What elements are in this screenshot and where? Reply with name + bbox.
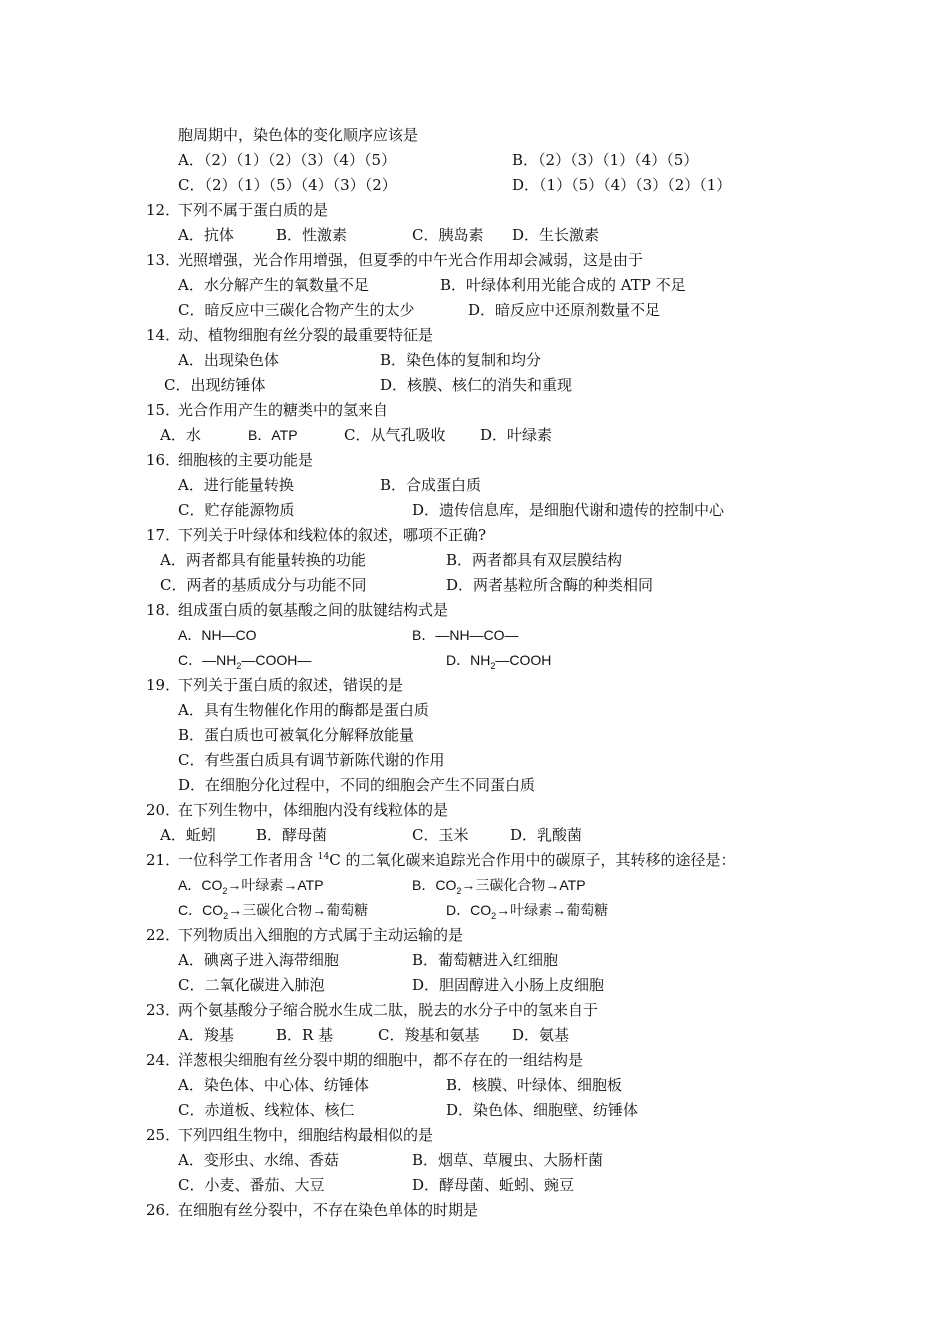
option-c: C．羧基和氨基 <box>378 1026 480 1044</box>
question-number: 13． <box>146 251 181 269</box>
question-16-options-1 <box>0 474 950 496</box>
option-c: C．胰岛素 <box>412 226 484 244</box>
option-a: A．NH—CO <box>178 627 257 643</box>
question-number: 17． <box>146 526 181 544</box>
option-a: A．抗体 <box>178 226 234 244</box>
question-14 <box>0 324 950 346</box>
option-b: B．两者都具有双层膜结构 <box>446 551 623 569</box>
option-d <box>446 899 608 921</box>
q11-option-a: A．（2）（1）（2）（3）（4）（5） <box>178 151 397 169</box>
option-a: A．水分解产生的氧数量不足 <box>178 276 369 294</box>
question-stem: 动、植物细胞有丝分裂的最重要特征是 <box>178 326 434 344</box>
option-c: C．赤道板、线粒体、核仁 <box>178 1101 355 1119</box>
option-d-tail: →叶绿素→葡萄糖 <box>496 902 609 918</box>
question-13-options-1 <box>0 274 950 296</box>
option-b: B．—NH—CO— <box>412 627 519 643</box>
subscript-2: 2 <box>222 885 228 896</box>
option-d-tail: —COOH <box>495 652 552 668</box>
option-d-head: D．CO <box>446 902 492 918</box>
question-18 <box>0 599 950 621</box>
option-d: D．两者基粒所含酶的种类相同 <box>446 576 654 594</box>
question-23 <box>0 999 950 1021</box>
option-d: D．染色体、细胞壁、纺锤体 <box>446 1101 639 1119</box>
option-b-head: B．CO <box>412 877 457 893</box>
question-25 <box>0 1124 950 1146</box>
question-20-options <box>0 824 950 846</box>
question-number: 14． <box>146 326 181 344</box>
option-d: D．胆固醇进入小肠上皮细胞 <box>412 976 605 994</box>
question-21 <box>0 849 950 871</box>
question-number: 22． <box>146 926 181 944</box>
question-stem: 洋葱根尖细胞有丝分裂中期的细胞中，都不存在的一组结构是 <box>178 1051 584 1069</box>
option-a-tail: →叶绿素→ATP <box>227 877 324 893</box>
question-24 <box>0 1049 950 1071</box>
question-number: 21． <box>146 851 181 869</box>
option-c: C．两者的基质成分与功能不同 <box>160 576 367 594</box>
question-17-options-2 <box>0 574 950 596</box>
question-24-options-1 <box>0 1074 950 1096</box>
subscript-2: 2 <box>491 910 497 921</box>
option-c: C．玉米 <box>412 826 469 844</box>
question-12 <box>0 199 950 221</box>
option-b-tail: →三碳化合物→ATP <box>461 877 586 893</box>
option-a: A．水 <box>160 426 201 444</box>
question-stem: 在细胞有丝分裂中，不存在染色单体的时期是 <box>178 1201 479 1219</box>
option-c: C．有些蛋白质具有调节新陈代谢的作用 <box>178 751 445 769</box>
question-22-options-1 <box>0 949 950 971</box>
option-c: C．从气孔吸收 <box>344 426 446 444</box>
option-a: A．蚯蚓 <box>160 826 216 844</box>
option-b: B．染色体的复制和均分 <box>380 351 542 369</box>
option-d: D．遗传信息库，是细胞代谢和遗传的控制中心 <box>412 501 725 519</box>
intro-text: 胞周期中，染色体的变化顺序应该是 <box>178 126 419 144</box>
option-b: B．烟草、草履虫、大肠杆菌 <box>412 1151 604 1169</box>
option-a: A．变形虫、水绵、香菇 <box>178 1151 339 1169</box>
question-24-options-2 <box>0 1099 950 1121</box>
option-c-tail: →三碳化合物→葡萄糖 <box>228 902 369 918</box>
question-number: 24． <box>146 1051 181 1069</box>
question-stem: 两个氨基酸分子缩合脱水生成二肽，脱去的水分子中的氢来自于 <box>178 1001 599 1019</box>
option-d: D．酵母菌、蚯蚓、豌豆 <box>412 1176 575 1194</box>
subscript-2: 2 <box>490 660 496 671</box>
superscript-14: 14 <box>317 852 330 862</box>
option-c-tail: —COOH— <box>241 652 312 668</box>
option-d: D．氨基 <box>512 1026 570 1044</box>
question-22-options-2 <box>0 974 950 996</box>
option-d: D．生长激素 <box>512 226 600 244</box>
option-a <box>178 874 324 896</box>
question-13 <box>0 249 950 271</box>
question-21-options-1 <box>0 874 950 896</box>
option-b: B．ATP <box>248 427 298 443</box>
question-stem: 下列关于蛋白质的叙述，错误的是 <box>178 676 404 694</box>
question-stem: 细胞核的主要功能是 <box>178 451 314 469</box>
question-13-options-2 <box>0 299 950 321</box>
question-number: 20． <box>146 801 181 819</box>
question-15 <box>0 399 950 421</box>
option-a: A．具有生物催化作用的酶都是蛋白质 <box>178 701 429 719</box>
option-b: B．性激素 <box>276 226 348 244</box>
q11-option-b: B．（2）（3）（1）（4）（5） <box>512 151 699 169</box>
question-stem <box>178 849 735 871</box>
option-a: A．羧基 <box>178 1026 234 1044</box>
option-b: B．核膜、叶绿体、细胞板 <box>446 1076 623 1094</box>
question-stem: 光照增强，光合作用增强，但夏季的中午光合作用却会减弱，这是由于 <box>178 251 644 269</box>
option-c: C．小麦、番茄、大豆 <box>178 1176 325 1194</box>
question-number: 25． <box>146 1126 181 1144</box>
option-d: D．核膜、核仁的消失和重现 <box>380 376 573 394</box>
option-c <box>178 899 368 921</box>
option-d: D．叶绿素 <box>480 426 553 444</box>
option-d: D．乳酸菌 <box>510 826 583 844</box>
stem-head: 一位科学工作者用含 <box>178 851 318 869</box>
option-c: C．二氧化碳进入肺泡 <box>178 976 325 994</box>
subscript-2: 2 <box>236 660 242 671</box>
question-25-options-1 <box>0 1149 950 1171</box>
question-18-options-2 <box>0 649 950 671</box>
question-20 <box>0 799 950 821</box>
q11-option-d: D．（1）（5）（4）（3）（2）（1） <box>512 176 732 194</box>
option-c: C．贮存能源物质 <box>178 501 295 519</box>
option-c <box>178 649 311 671</box>
question-number: 26． <box>146 1201 181 1219</box>
option-b: B．叶绿体利用光能合成的 ATP 不足 <box>440 276 686 294</box>
question-stem: 光合作用产生的糖类中的氢来自 <box>178 401 389 419</box>
question-number: 23． <box>146 1001 181 1019</box>
question-17 <box>0 524 950 546</box>
question-stem: 下列四组生物中，细胞结构最相似的是 <box>178 1126 434 1144</box>
option-b: B．R 基 <box>276 1026 334 1044</box>
option-b: B．合成蛋白质 <box>380 476 482 494</box>
option-b: B．酵母菌 <box>256 826 328 844</box>
option-b <box>412 874 586 896</box>
question-number: 16． <box>146 451 181 469</box>
question-number: 19． <box>146 676 181 694</box>
question-stem: 在下列生物中，体细胞内没有线粒体的是 <box>178 801 449 819</box>
option-d: D．在细胞分化过程中，不同的细胞会产生不同蛋白质 <box>178 776 536 794</box>
question-21-options-2 <box>0 899 950 921</box>
question-stem: 组成蛋白质的氨基酸之间的肽键结构式是 <box>178 601 449 619</box>
option-c: C．出现纺锤体 <box>164 376 266 394</box>
question-15-options <box>0 424 950 446</box>
option-a: A．进行能量转换 <box>178 476 294 494</box>
subscript-2: 2 <box>456 885 462 896</box>
option-b: B．蛋白质也可被氧化分解释放能量 <box>178 726 415 744</box>
question-25-options-2 <box>0 1174 950 1196</box>
option-a: A．出现染色体 <box>178 351 279 369</box>
option-a: A．碘离子进入海带细胞 <box>178 951 339 969</box>
question-22 <box>0 924 950 946</box>
question-12-options <box>0 224 950 246</box>
option-a: A．染色体、中心体、纺锤体 <box>178 1076 369 1094</box>
question-14-options-2 <box>0 374 950 396</box>
question-16-options-2 <box>0 499 950 521</box>
option-c-head: C．—NH <box>178 652 237 668</box>
question-16 <box>0 449 950 471</box>
question-23-options <box>0 1024 950 1046</box>
question-number: 15． <box>146 401 181 419</box>
option-c-head: C．CO <box>178 902 224 918</box>
question-14-options-1 <box>0 349 950 371</box>
option-a-head: A．CO <box>178 877 223 893</box>
question-19 <box>0 674 950 696</box>
option-d-head: D．NH <box>446 652 491 668</box>
option-a: A．两者都具有能量转换的功能 <box>160 551 366 569</box>
q11-option-c: C．（2）（1）（5）（4）（3）（2） <box>178 176 397 194</box>
question-17-options-1 <box>0 549 950 571</box>
question-18-options-1 <box>0 624 950 646</box>
question-stem: 下列关于叶绿体和线粒体的叙述，哪项不正确? <box>178 526 487 544</box>
option-d: D．暗反应中还原剂数量不足 <box>468 301 661 319</box>
question-stem: 下列不属于蛋白质的是 <box>178 201 329 219</box>
stem-tail: C 的二氧化碳来追踪光合作用中的碳原子，其转移的途径是： <box>329 851 736 869</box>
option-d <box>446 649 551 671</box>
subscript-2: 2 <box>223 910 229 921</box>
question-26 <box>0 1199 950 1221</box>
question-number: 18． <box>146 601 181 619</box>
option-b: B．葡萄糖进入红细胞 <box>412 951 559 969</box>
question-number: 12． <box>146 201 181 219</box>
option-c: C．暗反应中三碳化合物产生的太少 <box>178 301 415 319</box>
question-stem: 下列物质出入细胞的方式属于主动运输的是 <box>178 926 464 944</box>
